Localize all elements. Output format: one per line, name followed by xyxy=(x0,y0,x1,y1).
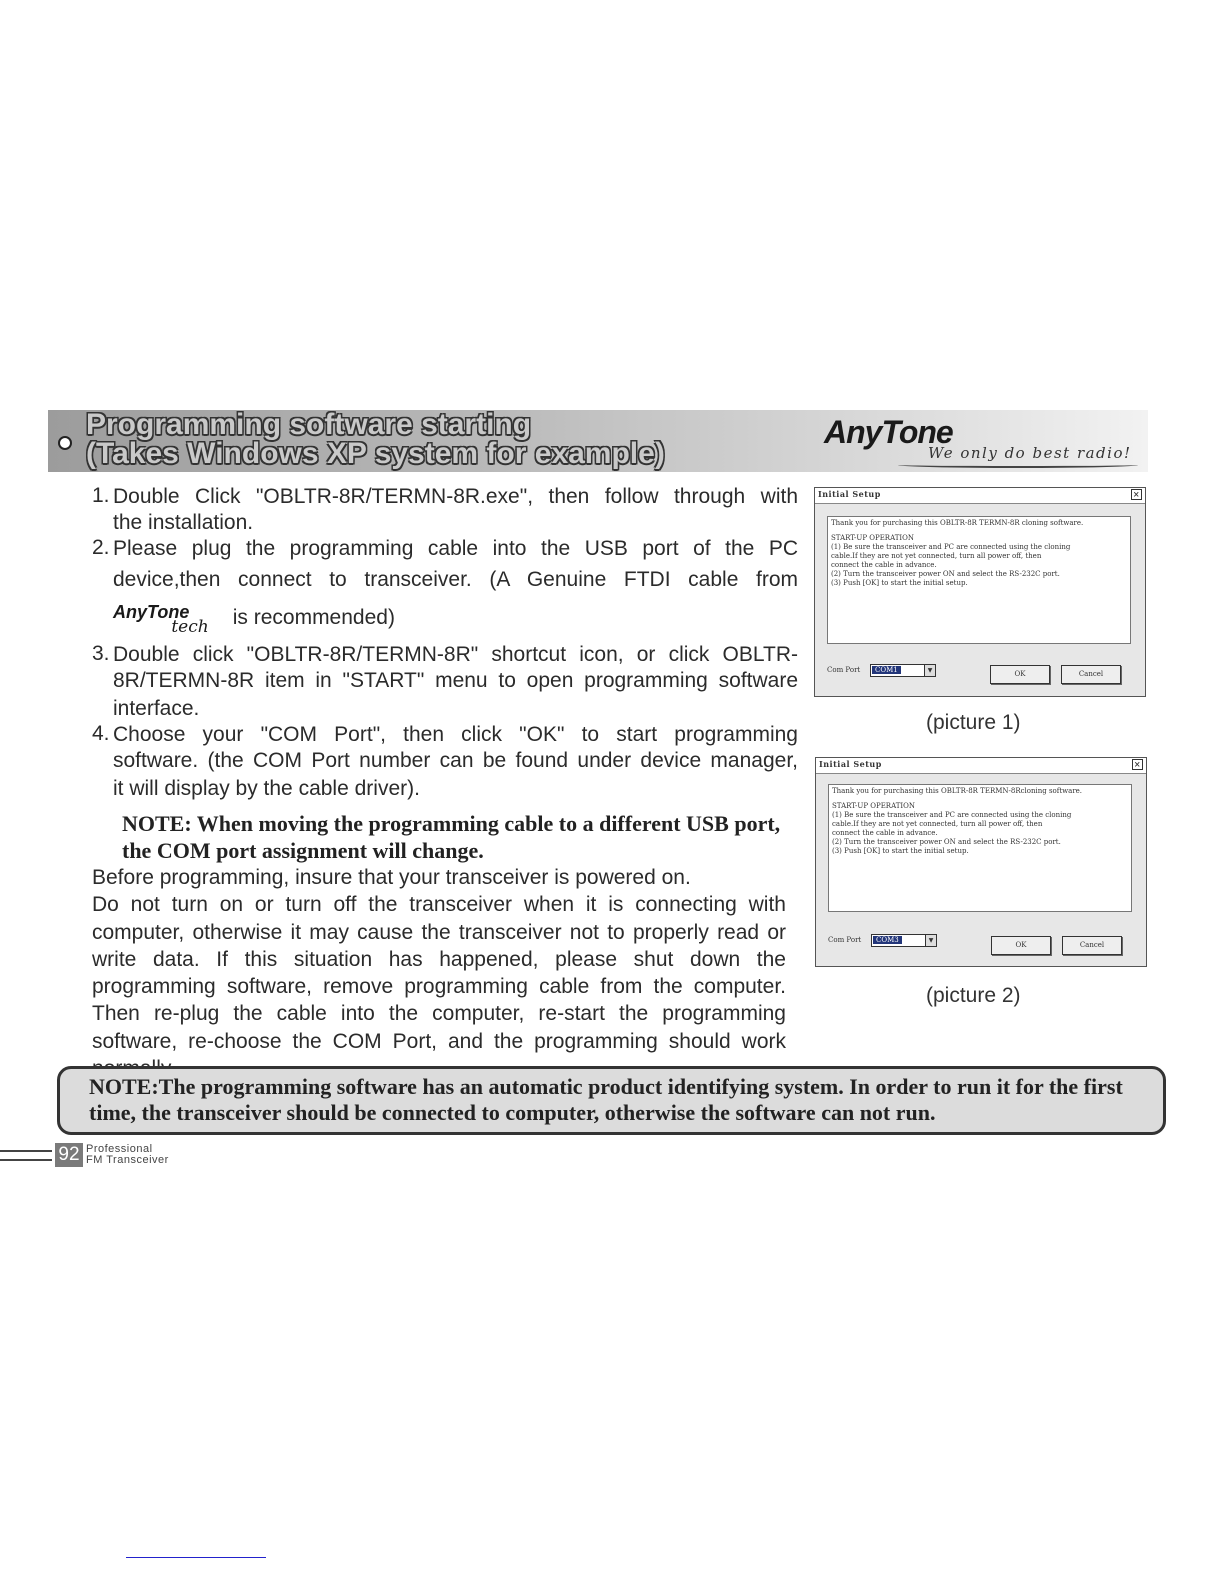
initial-setup-dialog-1 xyxy=(814,487,1146,697)
step-1 xyxy=(92,484,798,536)
section-title-line1: Programming software starting xyxy=(86,408,532,441)
com-port-select[interactable]: COM3 ▼ xyxy=(871,934,937,947)
step-3-line-3: interface. xyxy=(113,697,200,720)
step-3-line-1: Double click "OBLTR-8R/TERMN-8R" shortcut icon, or click OBLTR- xyxy=(113,643,798,666)
step-number: 2. xyxy=(92,536,110,559)
chevron-down-icon[interactable]: ▼ xyxy=(924,665,935,676)
initial-setup-dialog-2 xyxy=(815,757,1147,967)
cancel-button[interactable]: Cancel xyxy=(1062,936,1122,955)
footer-label-line2: FM Transceiver xyxy=(86,1154,169,1166)
close-icon[interactable]: × xyxy=(1132,489,1141,499)
step-3 xyxy=(92,642,798,722)
picture-1-caption: (picture 1) xyxy=(926,711,1021,734)
power-on-paragraph: Before programming, insure that your transceiver is powered on. xyxy=(92,866,691,889)
step-2 xyxy=(92,536,798,642)
step-1-line-1: Double Click "OBLTR-8R/TERMN-8R.exe", then follow through with xyxy=(113,485,798,508)
step-number: 1. xyxy=(92,484,110,507)
bullet-circle-icon xyxy=(58,436,72,450)
step-4-line-1: Choose your "COM Port", then click "OK" to start programming xyxy=(113,723,798,746)
link-underline xyxy=(126,1557,266,1558)
step-2-tail: is recommended) xyxy=(232,606,395,630)
close-icon[interactable]: × xyxy=(1133,759,1142,769)
picture-2-caption: (picture 2) xyxy=(926,984,1021,1007)
com-port-select[interactable]: COM1 ▼ xyxy=(870,664,936,677)
com-port-label: Com Port xyxy=(828,936,862,944)
step-2-line-1: Please plug the programming cable into the USB port of the PC xyxy=(113,537,798,560)
usb-port-note: NOTE: When moving the programming cable to a different USB port, the COM port assignment will change. xyxy=(122,811,781,863)
footer-rule-bottom xyxy=(0,1159,52,1161)
section-title-line2: (Takes Windows XP system for example) xyxy=(86,437,665,470)
dialog-message-box: Thank you for purchasing this OBLTR-8R TERMN-8R cloning software. START-UP OPERATION (1) Be sure the transceiver and PC are connected using the cloning cable.If they are not yet connected, turn all power off, then connect the cable in advance. (2) Turn the transceiver power ON and select the RS-232C port. (3) Push [OK] to start the initial setup. xyxy=(827,516,1131,644)
anytone-tech-logo: AnyTonetech xyxy=(113,602,209,637)
dialog-title: Initial Setup xyxy=(818,489,881,499)
brand-tagline: We only do best radio! xyxy=(928,444,1132,462)
step-4-line-2: software. (the COM Port number can be found under device manager, xyxy=(113,749,798,772)
ok-button[interactable]: OK xyxy=(990,665,1050,684)
warning-paragraph: Do not turn on or turn off the transceiver when it is connecting with computer, otherwise it may cause the transceiver not to properly read or write data. If this situation has happened, please shut down the programming software, remove programming cable from the computer. Then re-plug the cable into the computer, re-start the programming software, re-choose the COM Port, and the programming should work xyxy=(92,893,786,1053)
brand-swoosh-icon xyxy=(898,462,1138,468)
step-number: 4. xyxy=(92,722,110,745)
brand-logo: AnyTone xyxy=(824,414,953,450)
footer-label xyxy=(86,1144,169,1166)
footer-rule-top xyxy=(0,1150,52,1152)
step-4-line-3: it will display by the cable driver). xyxy=(113,777,420,800)
section-title xyxy=(86,410,665,468)
dialog-title: Initial Setup xyxy=(819,759,882,769)
step-2-line-2: device,then connect to transceiver. (A Genuine FTDI cable from xyxy=(113,568,798,591)
step-3-line-2: 8R/TERMN-8R item in "START" menu to open programming software xyxy=(113,669,798,692)
chevron-down-icon[interactable]: ▼ xyxy=(925,935,936,946)
instructions-column xyxy=(92,484,798,1082)
footer-label-line1: Professional xyxy=(86,1143,153,1155)
com-port-label: Com Port xyxy=(827,666,861,674)
dialog-message-box: Thank you for purchasing this OBLTR-8R TERMN-8Rcloning software. START-UP OPERATION (1) Be sure the transceiver and PC are connected using the cloning cable.If they are not yet connected, turn all power off, then connect the cable in advance. (2) Turn the transceiver power ON and select the RS-232C port. (3) Push [OK] to start the initial setup. xyxy=(828,784,1132,912)
step-number: 3. xyxy=(92,642,110,665)
step-4 xyxy=(92,722,798,804)
ok-button[interactable]: OK xyxy=(991,936,1051,955)
software-identification-note: NOTE:The programming software has an automatic product identifying system. In order to run it for the first time, the transceiver should be connected to computer, otherwise the software can not run. xyxy=(57,1066,1166,1135)
cancel-button[interactable]: Cancel xyxy=(1061,665,1121,684)
step-1-line-2: the installation. xyxy=(113,511,254,534)
section-header-banner xyxy=(48,410,1148,472)
page-number: 92 xyxy=(55,1143,83,1167)
